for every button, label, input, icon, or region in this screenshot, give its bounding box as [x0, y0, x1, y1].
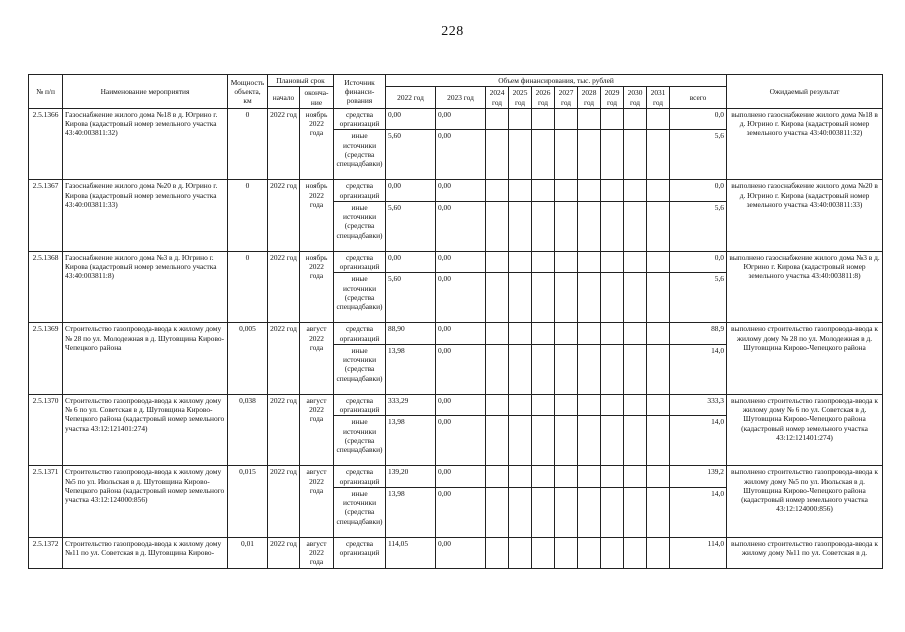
value-total: 0,0	[670, 180, 727, 202]
value-2029	[601, 130, 624, 180]
value-2022: 5,60	[386, 273, 436, 323]
value-total: 139,2	[670, 466, 727, 488]
row-name: Строительство газопровода-ввода к жилому дому №5 по ул. Июльская в д. Шутовщина Кирово-Чепецкого района (кадастровый номер земельного участка 43:12:124000:856)	[63, 466, 228, 538]
table-row	[29, 394, 883, 416]
value-2023: 0,00	[436, 394, 486, 416]
value-2031	[647, 273, 670, 323]
value-2028	[578, 344, 601, 394]
value-2026	[532, 201, 555, 251]
row-source-organizations: средства организаций	[334, 180, 386, 202]
table-body	[29, 108, 883, 568]
row-capacity: 0,038	[228, 394, 268, 466]
value-2027	[555, 273, 578, 323]
value-2027	[555, 487, 578, 537]
row-capacity: 0	[228, 251, 268, 323]
row-name: Газоснабжение жилого дома №18 в д. Югрино г. Кирова (кадастровый номер земельного участка 43:40:003811:32)	[63, 108, 228, 180]
value-2030	[624, 180, 647, 202]
row-capacity: 0,01	[228, 537, 268, 568]
value-total: 0,0	[670, 251, 727, 273]
value-2028	[578, 416, 601, 466]
value-2023: 0,00	[436, 273, 486, 323]
value-2028	[578, 273, 601, 323]
value-2029	[601, 201, 624, 251]
row-end: ноябрь 2022 года	[300, 180, 334, 252]
value-2026	[532, 466, 555, 488]
value-2023: 0,00	[436, 323, 486, 345]
row-name: Газоснабжение жилого дома №3 в д. Югрино г. Кирова (кадастровый номер земельного участка 43:40:003811:8)	[63, 251, 228, 323]
value-2030	[624, 394, 647, 416]
value-2026	[532, 344, 555, 394]
header-source: Источник финанси- рования	[334, 75, 386, 109]
value-2031	[647, 344, 670, 394]
value-2022: 13,98	[386, 416, 436, 466]
value-2031	[647, 537, 670, 568]
row-end: ноябрь 2022 года	[300, 108, 334, 180]
value-2029	[601, 466, 624, 488]
row-end: август 2022 года	[300, 466, 334, 538]
row-end: ноябрь 2022 года	[300, 251, 334, 323]
value-2023: 0,00	[436, 201, 486, 251]
row-start: 2022 год	[268, 180, 300, 252]
value-2024	[486, 201, 509, 251]
value-2028	[578, 466, 601, 488]
row-end: август 2022 года	[300, 394, 334, 466]
value-2025	[509, 466, 532, 488]
value-2031	[647, 394, 670, 416]
value-2022: 88,90	[386, 323, 436, 345]
header-end: оконча- ние	[300, 87, 334, 109]
row-start: 2022 год	[268, 537, 300, 568]
value-2031	[647, 201, 670, 251]
value-2023: 0,00	[436, 416, 486, 466]
value-2027	[555, 130, 578, 180]
value-2023: 0,00	[436, 466, 486, 488]
header-name: Наименование мероприятия	[63, 75, 228, 109]
value-2024	[486, 251, 509, 273]
row-number: 2.5.1368	[29, 251, 63, 323]
page-number: 228	[441, 24, 464, 39]
value-2030	[624, 251, 647, 273]
row-source-other: иные источники (средства спецнадбавки)	[334, 487, 386, 537]
value-2031	[647, 108, 670, 130]
value-2030	[624, 416, 647, 466]
header-year: 2025 год	[509, 87, 532, 109]
value-2025	[509, 344, 532, 394]
value-total: 14,0	[670, 416, 727, 466]
row-number: 2.5.1369	[29, 323, 63, 395]
value-2031	[647, 416, 670, 466]
row-result: выполнено газоснабжение жилого дома №20 в д. Югрино г. Кирова (кадастровый номер земельного участка 43:40:003811:33)	[727, 180, 883, 252]
table-row	[29, 251, 883, 273]
value-2027	[555, 466, 578, 488]
header-year: 2030 год	[624, 87, 647, 109]
value-2022: 5,60	[386, 130, 436, 180]
row-result: выполнено строительство газопровода-ввода к жилому дому № 28 по ул. Молодежная в д. Шутовщина Кирово-Чепецкого района	[727, 323, 883, 395]
value-2022: 139,20	[386, 466, 436, 488]
value-2022: 0,00	[386, 108, 436, 130]
value-2028	[578, 537, 601, 568]
row-source-organizations: средства организаций	[334, 394, 386, 416]
value-2029	[601, 537, 624, 568]
row-number: 2.5.1372	[29, 537, 63, 568]
value-2027	[555, 251, 578, 273]
row-source-other: иные источники (средства спецнадбавки)	[334, 344, 386, 394]
row-source-organizations: средства организаций	[334, 251, 386, 273]
value-total: 14,0	[670, 344, 727, 394]
header-year: 2028 год	[578, 87, 601, 109]
value-total: 5,6	[670, 201, 727, 251]
row-result: выполнено строительство газопровода-ввода к жилому дому № 6 по ул. Советская в д. Шутовщина Кирово-Чепецкого района (кадастровый номер земельного участка 43:12:121401:274)	[727, 394, 883, 466]
value-2024	[486, 416, 509, 466]
row-source-organizations: средства организаций	[334, 108, 386, 130]
row-name: Строительство газопровода-ввода к жилому дому № 28 по ул. Молодежная в д. Шутовщина Кирово-Чепецкого района	[63, 323, 228, 395]
header-capacity: Мощность объекта, км	[228, 75, 268, 109]
value-2024	[486, 323, 509, 345]
value-2022: 13,98	[386, 487, 436, 537]
value-2027	[555, 201, 578, 251]
value-2025	[509, 251, 532, 273]
value-2024	[486, 108, 509, 130]
value-2027	[555, 344, 578, 394]
value-2028	[578, 130, 601, 180]
value-2026	[532, 323, 555, 345]
value-2030	[624, 487, 647, 537]
value-2022: 13,98	[386, 344, 436, 394]
value-2025	[509, 201, 532, 251]
value-2030	[624, 344, 647, 394]
value-2028	[578, 201, 601, 251]
row-source-other: иные источники (средства спецнадбавки)	[334, 130, 386, 180]
value-2029	[601, 344, 624, 394]
row-start: 2022 год	[268, 394, 300, 466]
header-num: № п/п	[29, 75, 63, 109]
row-result: выполнено строительство газопровода-ввода к жилому дому №11 по ул. Советская в д.	[727, 537, 883, 568]
row-capacity: 0	[228, 108, 268, 180]
value-2026	[532, 273, 555, 323]
value-2028	[578, 251, 601, 273]
value-2031	[647, 180, 670, 202]
table-row	[29, 108, 883, 130]
row-end: август 2022 года	[300, 537, 334, 568]
value-2022: 0,00	[386, 251, 436, 273]
header-result: Ожидаемый результат	[727, 75, 883, 109]
funding-table	[28, 74, 883, 569]
row-number: 2.5.1371	[29, 466, 63, 538]
value-2029	[601, 416, 624, 466]
value-2025	[509, 323, 532, 345]
header-year: 2024 год	[486, 87, 509, 109]
value-2030	[624, 108, 647, 130]
value-2026	[532, 537, 555, 568]
value-2027	[555, 323, 578, 345]
table-row	[29, 537, 883, 568]
value-2026	[532, 487, 555, 537]
row-name: Газоснабжение жилого дома №20 в д. Югрино г. Кирова (кадастровый номер земельного участка 43:40:003811:33)	[63, 180, 228, 252]
value-2023: 0,00	[436, 487, 486, 537]
header-start: начало	[268, 87, 300, 109]
value-2023: 0,00	[436, 251, 486, 273]
row-source-other: иные источники (средства спецнадбавки)	[334, 273, 386, 323]
header-funding: Объем финансирования, тыс. рублей	[386, 75, 727, 87]
row-source-organizations: средства организаций	[334, 537, 386, 568]
value-2026	[532, 416, 555, 466]
value-2024	[486, 466, 509, 488]
header-year: 2022 год	[386, 87, 436, 109]
value-total: 0,0	[670, 108, 727, 130]
row-number: 2.5.1370	[29, 394, 63, 466]
value-2024	[486, 487, 509, 537]
value-2024	[486, 130, 509, 180]
value-2024	[486, 180, 509, 202]
value-2029	[601, 251, 624, 273]
value-2029	[601, 273, 624, 323]
header-total: всего	[670, 87, 727, 109]
value-2028	[578, 323, 601, 345]
value-2024	[486, 394, 509, 416]
value-2022: 114,05	[386, 537, 436, 568]
row-end: август 2022 года	[300, 323, 334, 395]
value-total: 5,6	[670, 130, 727, 180]
row-source-other: иные источники (средства спецнадбавки)	[334, 416, 386, 466]
row-number: 2.5.1367	[29, 180, 63, 252]
value-total: 88,9	[670, 323, 727, 345]
value-2025	[509, 108, 532, 130]
value-2029	[601, 394, 624, 416]
value-2024	[486, 344, 509, 394]
header-year: 2023 год	[436, 87, 486, 109]
value-2025	[509, 394, 532, 416]
header-year: 2026 год	[532, 87, 555, 109]
value-2029	[601, 108, 624, 130]
value-2031	[647, 251, 670, 273]
value-2025	[509, 416, 532, 466]
value-2023: 0,00	[436, 130, 486, 180]
row-result: выполнено газоснабжение жилого дома №18 в д. Югрино г. Кирова (кадастровый номер земельного участка 43:40:003811:32)	[727, 108, 883, 180]
value-2029	[601, 180, 624, 202]
value-2026	[532, 394, 555, 416]
value-2025	[509, 537, 532, 568]
value-2026	[532, 130, 555, 180]
value-2026	[532, 108, 555, 130]
value-2028	[578, 487, 601, 537]
value-2030	[624, 323, 647, 345]
value-2022: 0,00	[386, 180, 436, 202]
row-number: 2.5.1366	[29, 108, 63, 180]
value-2025	[509, 273, 532, 323]
value-2028	[578, 108, 601, 130]
value-2030	[624, 537, 647, 568]
value-total: 333,3	[670, 394, 727, 416]
row-start: 2022 год	[268, 323, 300, 395]
value-2022: 5,60	[386, 201, 436, 251]
value-2028	[578, 180, 601, 202]
value-2030	[624, 466, 647, 488]
row-capacity: 0,015	[228, 466, 268, 538]
row-result: выполнено газоснабжение жилого дома №3 в д. Югрино г. Кирова (кадастровый номер земельного участка 43:40:003811:8)	[727, 251, 883, 323]
row-start: 2022 год	[268, 251, 300, 323]
value-total: 14,0	[670, 487, 727, 537]
value-2027	[555, 108, 578, 130]
value-2023: 0,00	[436, 180, 486, 202]
value-2031	[647, 130, 670, 180]
value-2031	[647, 323, 670, 345]
row-name: Строительство газопровода-ввода к жилому дому №11 по ул. Советская в д. Шутовщина Кирово-	[63, 537, 228, 568]
header-year: 2031 год	[647, 87, 670, 109]
header-year: 2029 год	[601, 87, 624, 109]
value-2023: 0,00	[436, 108, 486, 130]
value-2029	[601, 323, 624, 345]
value-total: 114,0	[670, 537, 727, 568]
table-row	[29, 466, 883, 488]
value-2023: 0,00	[436, 537, 486, 568]
value-2022: 333,29	[386, 394, 436, 416]
table-row	[29, 323, 883, 345]
row-source-organizations: средства организаций	[334, 323, 386, 345]
value-2031	[647, 466, 670, 488]
value-2027	[555, 537, 578, 568]
row-name: Строительство газопровода-ввода к жилому дому № 6 по ул. Советская в д. Шутовщина Кирово-Чепецкого района (кадастровый номер земельного участка 43:12:121401:274)	[63, 394, 228, 466]
value-2030	[624, 273, 647, 323]
value-2025	[509, 180, 532, 202]
value-2030	[624, 130, 647, 180]
row-capacity: 0,005	[228, 323, 268, 395]
header-year: 2027 год	[555, 87, 578, 109]
value-2030	[624, 201, 647, 251]
value-2025	[509, 130, 532, 180]
value-2024	[486, 537, 509, 568]
value-2023: 0,00	[436, 344, 486, 394]
value-2027	[555, 180, 578, 202]
value-2031	[647, 487, 670, 537]
value-2028	[578, 394, 601, 416]
row-start: 2022 год	[268, 466, 300, 538]
value-2026	[532, 180, 555, 202]
header-period: Плановый срок	[268, 75, 334, 87]
value-2024	[486, 273, 509, 323]
table-row	[29, 180, 883, 202]
row-capacity: 0	[228, 180, 268, 252]
value-2029	[601, 487, 624, 537]
row-result: выполнено строительство газопровода-ввода к жилому дому №5 по ул. Июльская в д. Шутовщина Кирово-Чепецкого района (кадастровый номер земельного участка 43:12:124000:856)	[727, 466, 883, 538]
value-2027	[555, 394, 578, 416]
row-start: 2022 год	[268, 108, 300, 180]
value-2025	[509, 487, 532, 537]
value-2026	[532, 251, 555, 273]
value-2027	[555, 416, 578, 466]
row-source-other: иные источники (средства спецнадбавки)	[334, 201, 386, 251]
row-source-organizations: средства организаций	[334, 466, 386, 488]
value-total: 5,6	[670, 273, 727, 323]
